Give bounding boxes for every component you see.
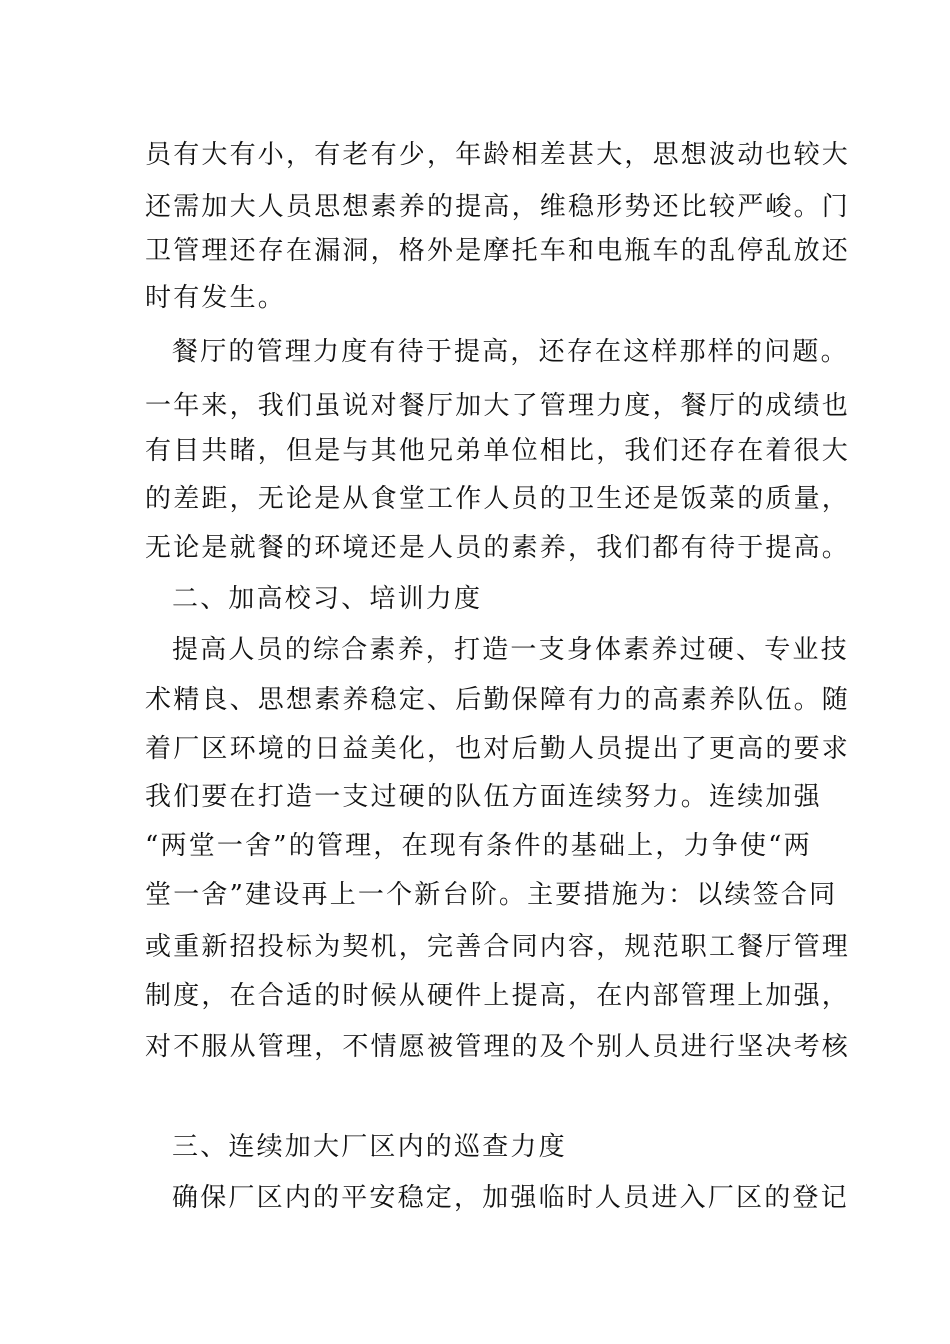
text-line: 时有发生。 [145,283,287,313]
text-line: 制度，在合适的时候从硬件上提高，在内部管理上加强， [145,981,851,1011]
text-line: 的差距，无论是从食堂工作人员的卫生还是饭菜的质量， [145,484,851,514]
text-line: 有目共睹，但是与其他兄弟单位相比，我们还存在着很大 [145,436,851,466]
text-line: 一年来，我们虽说对餐厅加大了管理力度，餐厅的成绩也 [145,391,851,421]
text-line: 我们要在打造一支过硬的队伍方面连续努力。连续加强 [145,782,822,812]
section-heading-2: 二、加高校习、培训力度 [172,584,483,614]
text-line: 员有大有小，有老有少，年龄相差甚大，思想波动也较大 [145,140,851,170]
paragraph-first-line: 确保厂区内的平安稳定，加强临时人员进入厂区的登记 [172,1183,849,1213]
paragraph-first-line: 餐厅的管理力度有待于提高，还存在这样那样的问题。 [172,337,849,367]
text-line: 术精良、思想素养稳定、后勤保障有力的高素养队伍。随 [145,685,851,715]
text-line: 堂一舍”建设再上一个新台阶。主要措施为：以续签合同 [145,880,838,910]
text-line: 着厂区环境的日益美化，也对后勤人员提出了更高的要求 [145,734,851,764]
text-line: “两堂一舍”的管理，在现有条件的基础上，力争使“两 [145,831,812,861]
paragraph-first-line: 提高人员的综合素养，打造一支身体素养过硬、专业技 [172,635,849,665]
text-line: 对不服从管理，不情愿被管理的及个别人员进行坚决考核 [145,1032,851,1062]
text-line: 或重新招投标为契机，完善合同内容，规范职工餐厅管理 [145,932,851,962]
text-line: 无论是就餐的环境还是人员的素养，我们都有待于提高。 [145,533,851,563]
section-heading-3: 三、连续加大厂区内的巡查力度 [172,1132,567,1162]
text-line: 还需加大人员思想素养的提高，维稳形势还比较严峻。门 [145,192,851,222]
text-line: 卫管理还存在漏洞，格外是摩托车和电瓶车的乱停乱放还 [145,236,851,266]
